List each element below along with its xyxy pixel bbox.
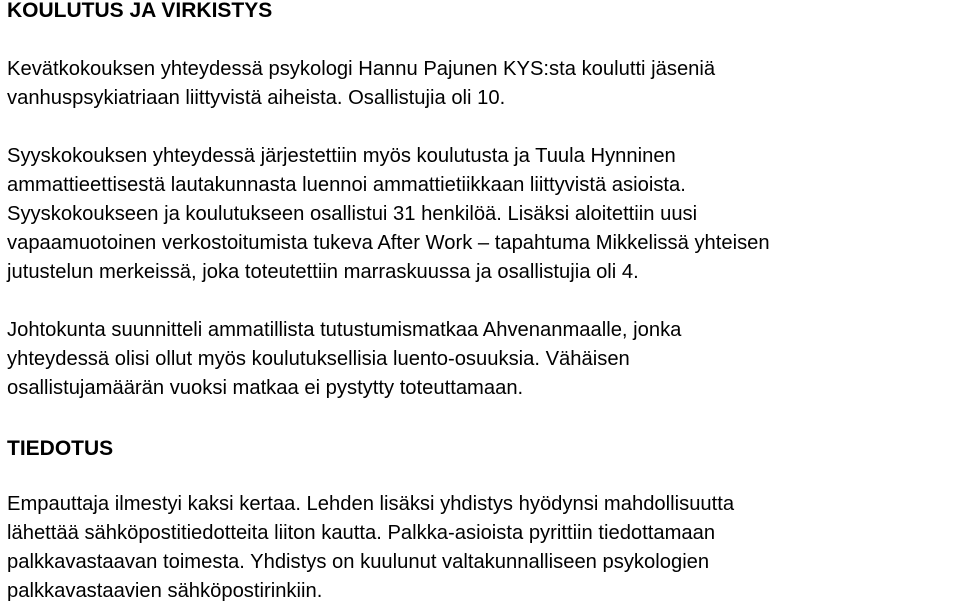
text-line: Johtokunta suunnitteli ammatillista tutustumismatkaa Ahvenanmaalle, jonka [7, 319, 682, 341]
paragraph-empauttaja [7, 490, 734, 606]
text-line: palkkavastaavan toimesta. Yhdistys on kuulunut valtakunnalliseen psykologien [7, 551, 710, 573]
paragraph-syyskokous [7, 142, 770, 287]
text-line: vanhuspsykiatriaan liittyvistä aiheista. Osallistujia oli 10. [7, 87, 506, 109]
text-line: Syyskokouksen yhteydessä järjestettiin myös koulutusta ja Tuula Hynninen [7, 145, 676, 167]
section-heading-tiedotus: TIEDOTUS [7, 437, 114, 460]
section-heading-koulutus: KOULUTUS JA VIRKISTYS [7, 0, 273, 22]
text-line: Empauttaja ilmestyi kaksi kertaa. Lehden lisäksi yhdistys hyödynsi mahdollisuutta [7, 493, 735, 515]
text-line: jutustelun merkeissä, joka toteutettiin marraskuussa ja osallistujia oli 4. [7, 261, 639, 283]
text-line: yhteydessä olisi ollut myös koulutuksellisia luento-osuuksia. Vähäisen [7, 348, 630, 370]
text-line: lähettää sähköpostitiedotteita liiton kautta. Palkka-asioista pyrittiin tiedottamaan [7, 522, 716, 544]
text-line: osallistujamäärän vuoksi matkaa ei pystytty toteuttamaan. [7, 377, 524, 399]
paragraph-johtokunta [7, 316, 681, 403]
text-line: Syyskokoukseen ja koulutukseen osallistui 31 henkilöä. Lisäksi aloitettiin uusi [7, 203, 698, 225]
text-line: palkkavastaavien sähköpostirinkiin. [7, 580, 323, 602]
text-line: Kevätkokouksen yhteydessä psykologi Hannu Pajunen KYS:sta koulutti jäseniä [7, 58, 716, 80]
text-line: vapaamuotoinen verkostoitumista tukeva After Work – tapahtuma Mikkelissä yhteisen [7, 232, 770, 254]
text-line: ammattieettisestä lautakunnasta luennoi ammattietiikkaan liittyvistä asioista. [7, 174, 686, 196]
paragraph-kevatkokous [7, 55, 715, 113]
